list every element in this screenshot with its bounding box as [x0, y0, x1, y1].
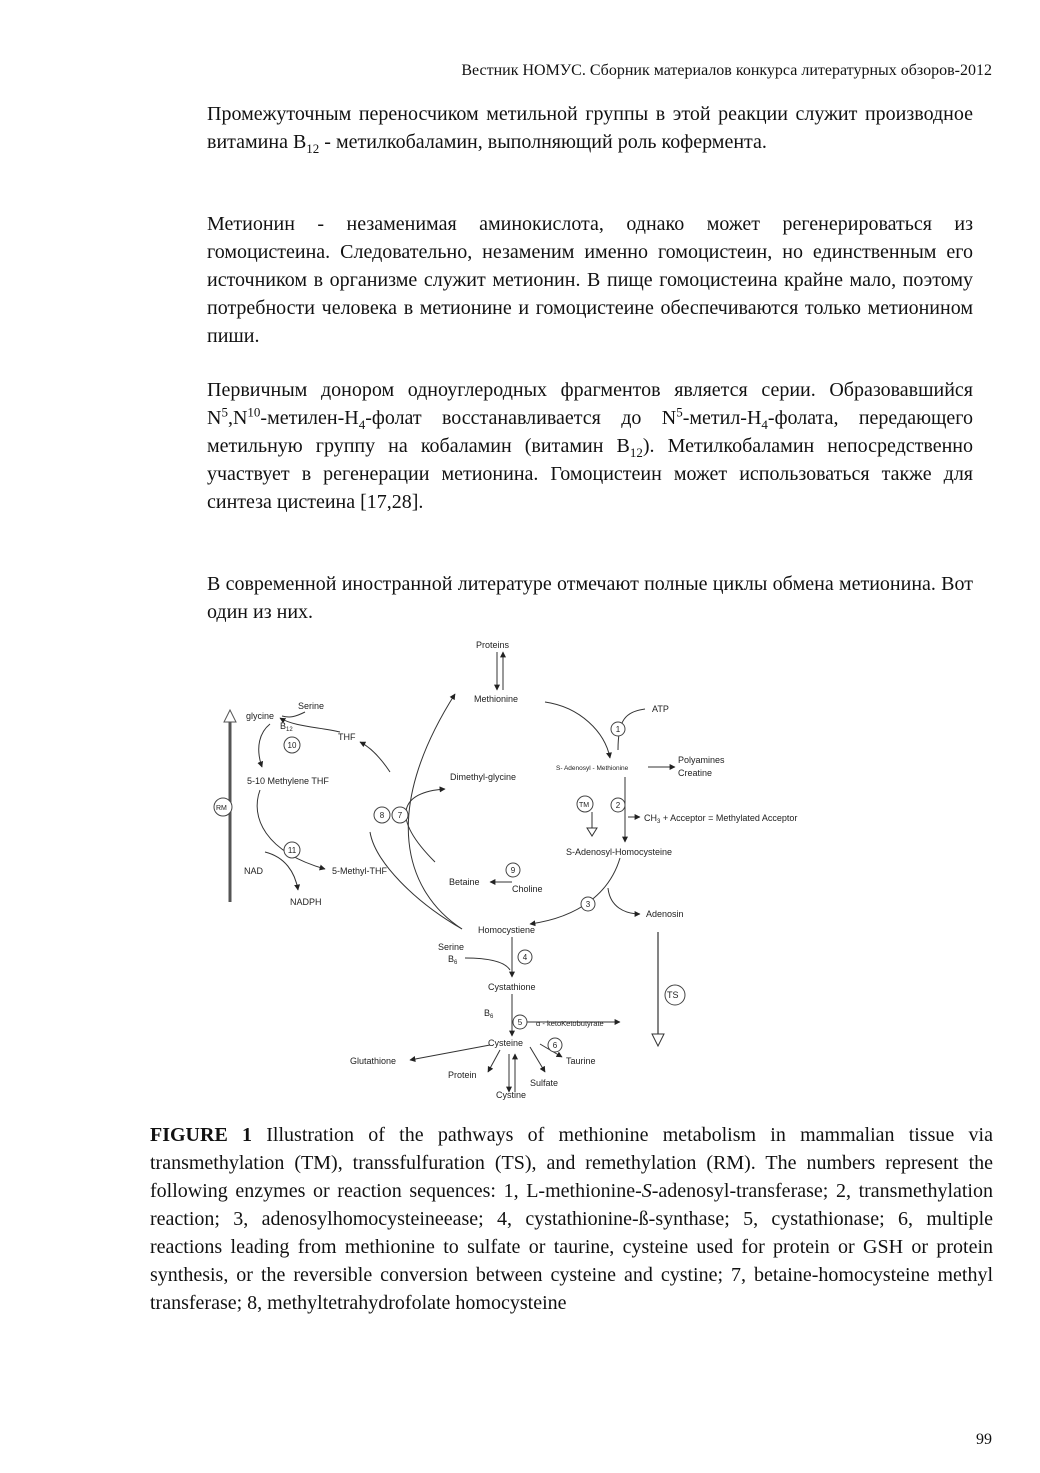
- cysteine-label: Cysteine: [488, 1038, 524, 1048]
- arrow-line: [530, 1047, 545, 1072]
- glycine-label: glycine: [246, 711, 275, 721]
- superscript: 5: [676, 404, 683, 420]
- text-span: ). Метилкобаламин непосредственно участвует в регенерации метионина. Гомоцистеин может использоваться также для синтеза цистеина [17,28].: [207, 435, 973, 513]
- page-number: 99: [976, 1431, 992, 1448]
- polyamines-label: Polyamines: [678, 755, 725, 765]
- step-1-number: 1: [615, 725, 621, 734]
- arrow-curve: [608, 888, 640, 914]
- arrow-curve: [545, 702, 610, 758]
- arrow-curve: [259, 724, 270, 767]
- atp-label: ATP: [652, 704, 669, 714]
- methionine-pathway-diagram: [200, 632, 840, 1107]
- step-5-number: 5: [517, 1018, 523, 1027]
- ch3-label: [644, 813, 797, 825]
- tm-label: TM: [579, 802, 590, 809]
- methylene-thf-label: 5-10 Methylene THF: [247, 776, 329, 786]
- subscript: 12: [306, 141, 320, 156]
- step-10-number: 10: [287, 741, 297, 750]
- subscript: 4: [358, 417, 366, 432]
- text-span: Первичным донором одноуглеродных фрагментов является серии. Образовавшийся N: [207, 379, 973, 429]
- rm-label: RM: [216, 805, 227, 812]
- taurine-label: Taurine: [566, 1056, 596, 1066]
- arrow-line: [488, 1050, 500, 1072]
- subscript: 4: [761, 417, 768, 432]
- text-span: -adenosyl-transferase; 2, transmethylation reaction; 3, adenosylhomocysteineease; 4, cystathionine-ß-synthase; 5, cystathionase; 6, multiple reactions leading from methionine to sulfate or taurine, cysteine used for protein or GSH or protein synthesis, or the reversible conversion between cysteine and cystine; 7, betaine-homocysteine methyl transferase; 8, methyltetrahydrofolate homocysteine: [150, 1180, 993, 1314]
- text-span: -метилен-Н: [260, 407, 359, 429]
- figure-caption: [150, 1121, 993, 1317]
- paragraph-2: Метионин - незаменимая аминокислота, однако может регенерироваться из гомоцистеина. Следовательно, незаменим именно гомоцистеин, но единственным его источником в организме служит метионин. В пище гомоцистеина крайне мало, поэтому потребности человека в метионине и гомоцистеине обеспечиваются только метионином пиши.: [207, 213, 973, 347]
- sulfate-label: Sulfate: [530, 1078, 559, 1088]
- arrow-curve: [360, 742, 390, 772]
- paragraph-3: [207, 376, 973, 516]
- betaine-label: Betaine: [449, 877, 480, 887]
- step-6-number: 6: [552, 1041, 558, 1050]
- glutathione-label: Glutathione: [350, 1056, 397, 1066]
- text-span: Illustration of the pathways of methionine metabolism in mammalian tissue via transmethylation (TM), transsfulfuration (TS), and remethylation (RM). The numbers represent the following enzymes or reaction sequences: 1, L-methionine-: [150, 1124, 993, 1202]
- creatine-label: Creatine: [678, 768, 713, 778]
- rm-arrowhead: [224, 710, 236, 722]
- subscript: 6: [490, 1014, 494, 1020]
- nadph-label: NADPH: [290, 897, 322, 907]
- step-2-number: 2: [615, 801, 621, 810]
- arrow-curve: [406, 789, 445, 862]
- ketobutyrate-label: α - ketoKetobutyrate: [536, 1019, 604, 1028]
- step-8-number: 8: [379, 811, 385, 820]
- methyl-thf-label: 5-Methyl-THF: [332, 866, 388, 876]
- subscript: 6: [454, 960, 458, 966]
- nad-label: NAD: [244, 866, 264, 876]
- arrow-curve: [530, 858, 620, 924]
- cystathione-label: Cystathione: [488, 982, 536, 992]
- superscript: 10: [247, 404, 261, 420]
- arrow-curve: [465, 958, 510, 970]
- figure-label: FIGURE 1: [150, 1124, 253, 1146]
- ts-label: TS: [667, 990, 679, 1000]
- subscript: 3: [657, 819, 661, 825]
- ts-arrowhead: [652, 1034, 664, 1046]
- adenosin-label: Adenosin: [646, 909, 684, 919]
- text-span: + Acceptor = Methylated Acceptor: [660, 813, 798, 823]
- text-span: B: [484, 1008, 491, 1018]
- b6-label: [484, 1008, 494, 1020]
- sah-label: S-Adenosyl-Homocysteine: [566, 847, 673, 857]
- text-span: -фолат восстанавливается до N: [365, 407, 677, 429]
- running-header: Вестник НОМУС. Сборник материалов конкурса литературных обзоров-2012: [461, 62, 992, 79]
- thf-label: THF: [338, 732, 356, 742]
- paragraph-1: [207, 100, 973, 156]
- paragraph-4: В современной иностранной литературе отмечают полные циклы обмена метионина. Вот один из них.: [207, 573, 973, 623]
- b6-label: [448, 954, 458, 966]
- step-9-number: 9: [510, 866, 516, 875]
- arrow-line: [410, 1045, 490, 1060]
- text-span: -метил-Н: [682, 407, 762, 429]
- arrow-curve: [282, 712, 305, 717]
- step-7-number: 7: [397, 811, 403, 820]
- homocystiene-label: Homocystiene: [478, 925, 536, 935]
- text-span: B: [280, 721, 287, 731]
- step-3-number: 3: [585, 900, 591, 909]
- subscript: 12: [286, 727, 293, 733]
- serine-label: Serine: [298, 701, 325, 711]
- sam-label: S- Adenosyl - Methionine: [556, 765, 629, 772]
- cystine-label: Cystine: [496, 1090, 527, 1100]
- italic-text: S: [641, 1180, 652, 1202]
- protein-label: Protein: [448, 1070, 477, 1080]
- text-span: -фолата, передающего метильную группу на кобаламин (витамин В: [207, 407, 973, 457]
- methionine-label: Methionine: [474, 694, 519, 704]
- text-span: - метилкобаламин, выполняющий роль кофермента.: [319, 131, 767, 153]
- text-span: B: [448, 954, 455, 964]
- serine-label: Serine: [438, 942, 465, 952]
- text-span: ,N: [227, 407, 248, 429]
- choline-label: Choline: [512, 884, 543, 894]
- arrow-curve: [408, 694, 462, 929]
- dimethylglycine-label: Dimethyl-glycine: [450, 772, 517, 782]
- superscript: 5: [221, 404, 228, 420]
- text-span: CH: [644, 813, 657, 823]
- step-4-number: 4: [522, 953, 528, 962]
- subscript: 12: [629, 445, 643, 460]
- step-11-number: 11: [287, 846, 297, 855]
- tm-arrowhead: [587, 828, 597, 836]
- text-span: Промежуточным переносчиком метильной группы в этой реакции служит производное витамина В: [207, 103, 973, 153]
- proteins-label: Proteins: [476, 640, 510, 650]
